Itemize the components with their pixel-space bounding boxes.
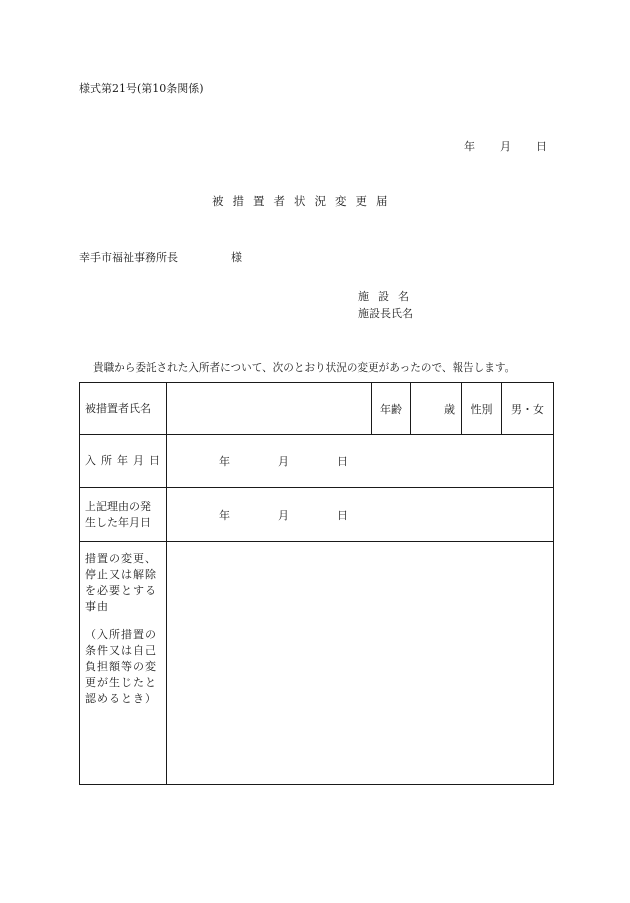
occurrence-date-label-line2: 生した年月日 — [85, 515, 151, 529]
date-day-label: 日 — [536, 140, 547, 153]
occurrence-day-label: 日 — [337, 508, 348, 522]
report-form-table — [79, 382, 554, 785]
occurrence-date-field[interactable] — [167, 488, 554, 542]
reason-label — [80, 542, 167, 785]
sex-label: 性別 — [462, 383, 502, 435]
admission-year-label: 年 — [219, 455, 230, 468]
occurrence-date-label-line1: 上記理由の発 — [85, 499, 151, 513]
intro-text: 貴職から委託された入所者について、次のとおり状況の変更があったので、報告します。 — [93, 362, 516, 374]
reason-field[interactable] — [167, 542, 554, 785]
reason-note-line-4: 更が生じたと — [85, 676, 157, 689]
reason-line-4: 事由 — [85, 600, 109, 613]
reason-note-line-5: 認めるとき） — [85, 692, 157, 705]
occurrence-date-label — [80, 488, 167, 542]
reason-line-3: を必要とする — [85, 584, 157, 597]
reason-note-line-2: 条件又は自己 — [85, 644, 157, 657]
reason-line-2: 停止又は解除 — [85, 568, 157, 581]
admission-month-label: 月 — [278, 455, 289, 468]
date-month-label: 月 — [500, 140, 511, 153]
occurrence-year-label: 年 — [219, 508, 230, 522]
reason-note-line-1: （入所措置の — [85, 628, 157, 641]
subject-name-field[interactable] — [167, 383, 372, 435]
admission-date-label: 入所年月日 — [80, 435, 167, 488]
date-year-label: 年 — [464, 140, 475, 153]
reason-line-1: 措置の変更、 — [85, 552, 157, 565]
form-number: 様式第21号(第10条関係) — [79, 82, 204, 95]
age-label: 年齢 — [372, 383, 411, 435]
admission-day-label: 日 — [337, 455, 348, 468]
age-field[interactable]: 歳 — [411, 383, 462, 435]
occurrence-month-label: 月 — [278, 508, 289, 522]
facility-name-label: 施設名 — [358, 290, 418, 303]
subject-name-label: 被措置者氏名 — [80, 383, 167, 435]
reason-gap — [85, 615, 162, 627]
reason-note-line-3: 負担額等の変 — [85, 660, 157, 673]
addressee-honorific: 様 — [231, 251, 242, 264]
admission-date-field[interactable] — [167, 435, 554, 488]
addressee-office: 幸手市福祉事務所長 — [79, 251, 178, 264]
sex-options[interactable]: 男・女 — [502, 383, 554, 435]
director-name-label: 施設長氏名 — [358, 307, 413, 320]
document-title: 被措置者状況変更届 — [212, 194, 397, 208]
